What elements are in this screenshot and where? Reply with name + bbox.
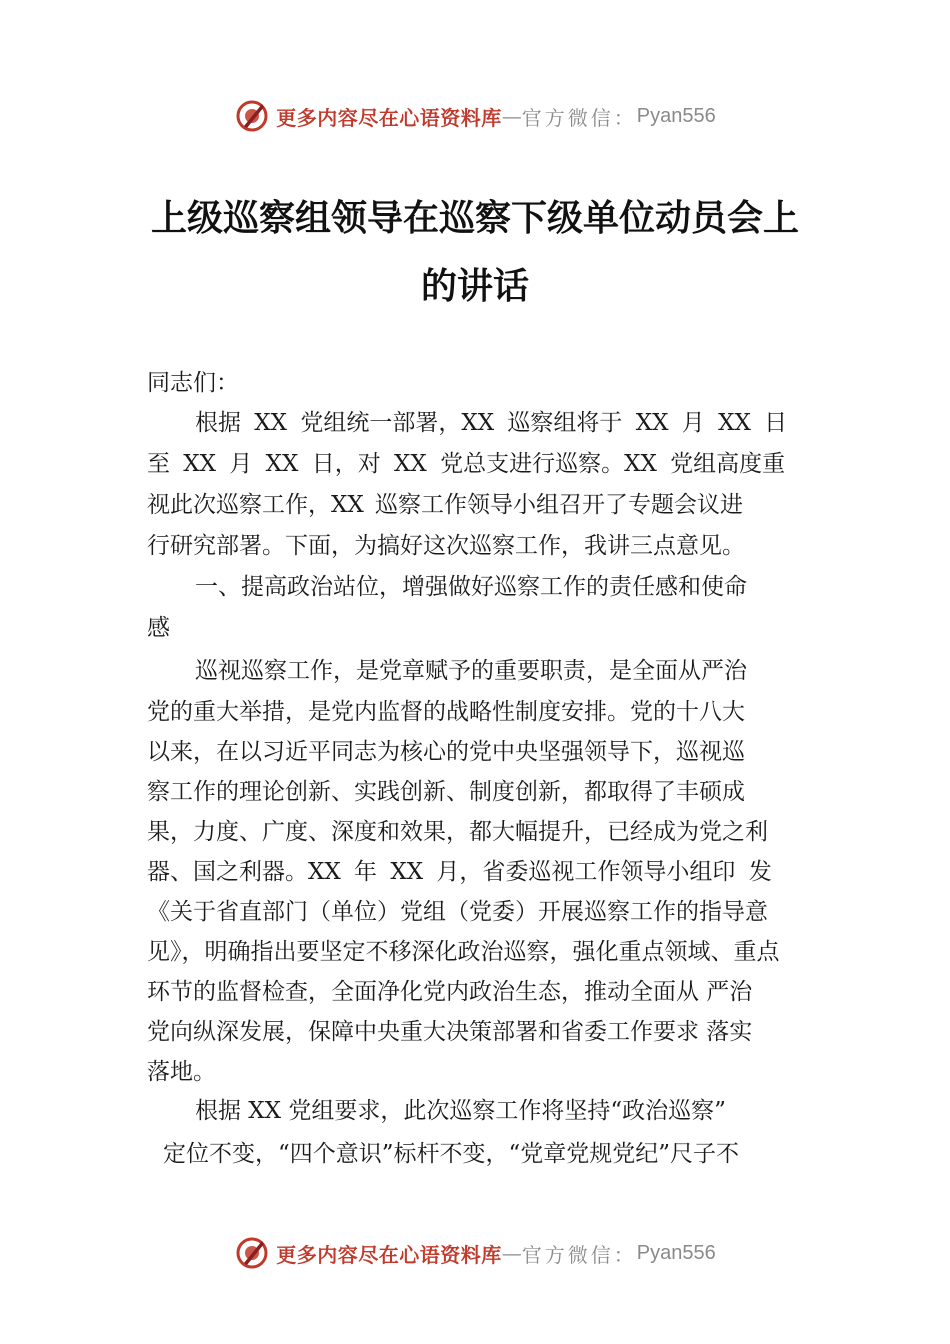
quill-seal-logo-icon — [234, 1235, 270, 1271]
body-line-20: 定位不变，“四个意识”标杆不变，“党章党规党纪”尺子不 — [163, 1141, 740, 1167]
body-line-15: 见》，明确指出要坚定不移深化政治巡察，强化重点领域、重点 — [147, 939, 780, 965]
document-title-line-1: 上级巡察组领导在巡察下级单位动员会上 — [150, 197, 799, 239]
body-line-13: 器、国之利器。XX 年 XX 月，省委巡视工作领导小组印 发 — [147, 859, 772, 885]
body-line-5: 行研究部署。下面，为搞好这次巡察工作，我讲三点意见。 — [147, 533, 745, 559]
banner-brand-text: 更多内容尽在心语资料库 — [276, 105, 502, 130]
banner-official-label: 官方微信： — [521, 105, 637, 130]
body-line-7: 感 — [147, 615, 170, 641]
body-line-11: 察工作的理论创新、实践创新、制度创新，都取得了丰硕成 — [147, 779, 745, 805]
body-line-10: 以来，在以习近平同志为核心的党中央坚强领导下，巡视巡 — [147, 739, 745, 765]
body-line-2: 根据 XX 党组统一部署，XX 巡察组将于 XX 月 XX 日 — [195, 410, 788, 436]
banner-official-label: 官方微信： — [521, 1242, 637, 1267]
body-line-16: 环节的监督检查，全面净化党内政治生态，推动全面从 严治 — [147, 979, 753, 1005]
header-banner — [0, 96, 950, 136]
body-line-17: 党向纵深发展，保障中央重大决策部署和省委工作要求 落实 — [147, 1019, 753, 1045]
banner-brand-text: 更多内容尽在心语资料库 — [276, 1242, 502, 1267]
quill-seal-logo-icon — [234, 98, 270, 134]
banner-dash: — — [501, 104, 522, 128]
body-line-14: 《关于省直部门（单位）党组（党委）开展巡察工作的指导意 — [147, 899, 768, 925]
body-line-4: 视此次巡察工作，XX 巡察工作领导小组召开了专题会议进 — [147, 492, 744, 518]
body-line-8: 巡视巡察工作，是党章赋予的重要职责，是全面从严治 — [195, 658, 747, 684]
body-line-19: 根据 XX 党组要求，此次巡察工作将坚持“政治巡察” — [195, 1098, 726, 1124]
banner-dash: — — [501, 1241, 522, 1265]
body-line-3: 至 XX 月 XX 日，对 XX 党总支进行巡察。XX 党组高度重 — [147, 451, 786, 477]
body-line-12: 果，力度、广度、深度和效果，都大幅提升，已经成为党之利 — [147, 819, 768, 845]
body-line-18: 落地。 — [147, 1059, 216, 1085]
banner-wechat-id: Pyan556 — [636, 1241, 716, 1264]
banner-wechat-id: Pyan556 — [636, 104, 716, 127]
body-line-6: 一、提高政治站位，增强做好巡察工作的责任感和使命 — [195, 574, 747, 600]
body-line-9: 党的重大举措，是党内监督的战略性制度安排。党的十八大 — [147, 699, 745, 725]
body-line-1: 同志们： — [147, 370, 239, 396]
footer-banner — [0, 1233, 950, 1273]
document-title-line-2: 的讲话 — [420, 265, 529, 307]
